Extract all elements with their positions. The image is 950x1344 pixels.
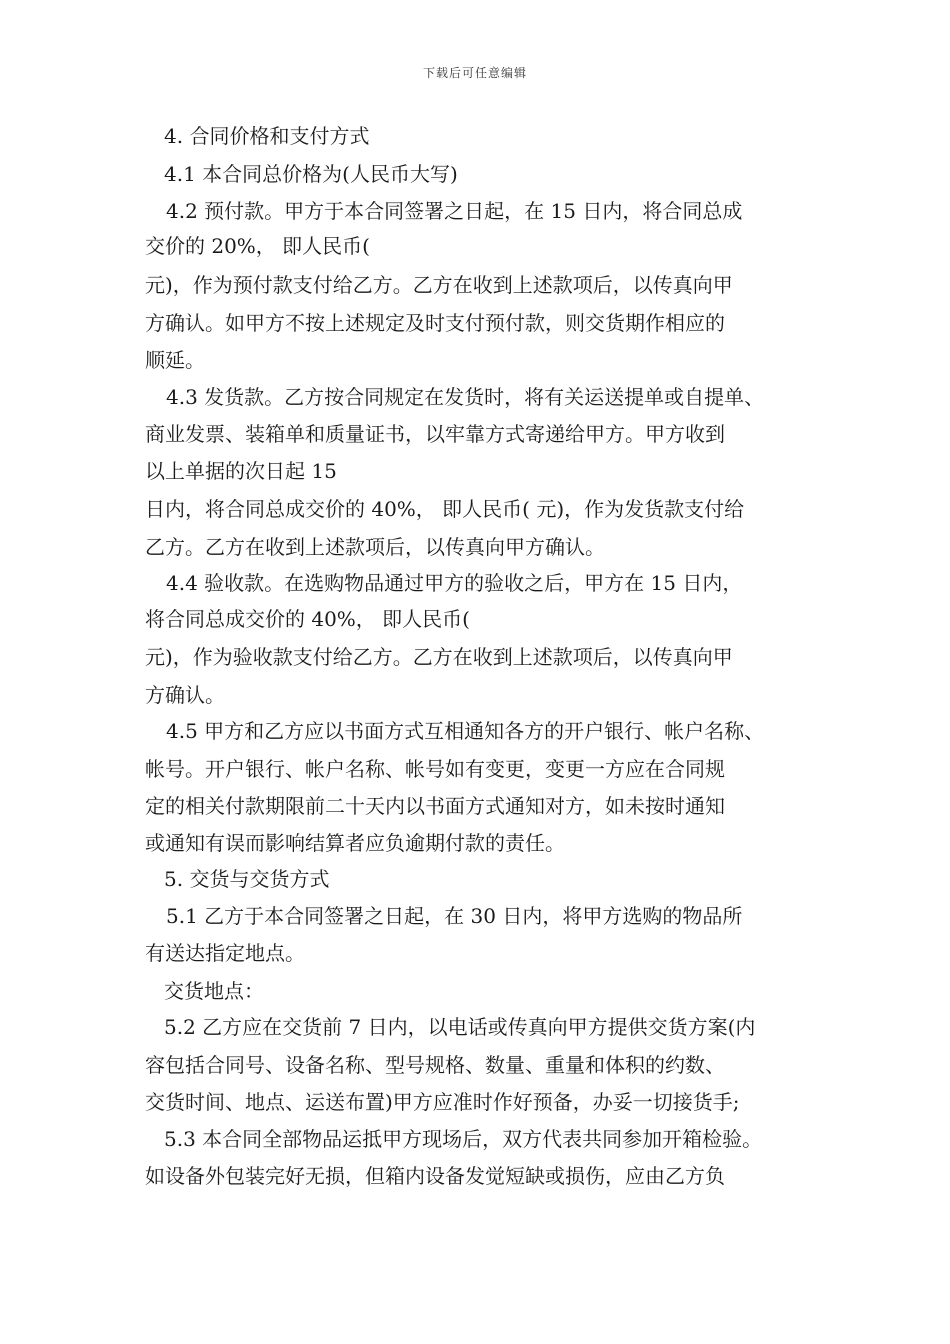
clause-4-2-line-1: 4.2 预付款。甲方于本合同签署之日起，在 15 日内，将合同总成 [166,199,743,223]
clause-4-4-line-4: 方确认。 [145,683,225,707]
clause-4-3-line-1: 4.3 发货款。乙方按合同规定在发货时，将有关运送提单或自提单、 [166,385,765,409]
clause-5-2-line-3: 交货时间、地点、运送布置)甲方应准时作好预备，办妥一切接货手; [145,1090,740,1114]
clause-5-2-line-2: 容包括合同号、设备名称、型号规格、数量、重量和体积的约数、 [145,1053,725,1077]
clause-4-4-line-3: 元)，作为验收款支付给乙方。乙方在收到上述款项后，以传真向甲 [145,645,733,669]
page-header: 下载后可任意编辑 [422,66,527,80]
clause-4-3-line-3: 以上单据的次日起 15 [145,459,337,483]
clause-5-1-line-1: 5.1 乙方于本合同签署之日起，在 30 日内，将甲方选购的物品所 [166,904,743,928]
clause-4-1: 4.1 本合同总价格为(人民币大写) [164,162,458,186]
clause-4-5-line-2: 帐号。开户银行、帐户名称、帐号如有变更，变更一方应在合同规 [145,757,725,781]
clause-5-2-line-1: 5.2 乙方应在交货前 7 日内，以电话或传真向甲方提供交货方案(内 [164,1015,756,1039]
clause-4-4-line-1: 4.4 验收款。在选购物品通过甲方的验收之后，甲方在 15 日内， [166,571,743,595]
clause-4-2-line-4: 方确认。如甲方不按上述规定及时支付预付款，则交货期作相应的 [145,311,725,335]
clause-4-2-line-5: 顺延。 [145,348,205,372]
clause-4-3-line-2: 商业发票、装箱单和质量证书，以牢靠方式寄递给甲方。甲方收到 [145,422,725,446]
clause-5-3-line-2: 如设备外包装完好无损，但箱内设备发觉短缺或损伤，应由乙方负 [145,1164,725,1188]
heading-4: 4. 合同价格和支付方式 [164,124,370,148]
clause-5-3-line-1: 5.3 本合同全部物品运抵甲方现场后，双方代表共同参加开箱检验。 [164,1127,763,1151]
clause-4-5-line-3: 定的相关付款期限前二十天内以书面方式通知对方，如未按时通知 [145,794,725,818]
clause-4-3-line-5: 乙方。乙方在收到上述款项后，以传真向甲方确认。 [145,535,605,559]
delivery-location: 交货地点： [164,979,264,1003]
clause-4-3-line-4: 日内，将合同总成交价的 40%， 即人民币( 元)，作为发货款支付给 [145,497,745,521]
heading-5: 5. 交货与交货方式 [164,867,330,891]
clause-4-2-line-2: 交价的 20%， 即人民币( [145,234,370,258]
clause-5-1-line-2: 有送达指定地点。 [145,941,305,965]
clause-4-4-line-2: 将合同总成交价的 40%， 即人民币( [145,607,470,631]
clause-4-2-line-3: 元)，作为预付款支付给乙方。乙方在收到上述款项后，以传真向甲 [145,273,733,297]
clause-4-5-line-1: 4.5 甲方和乙方应以书面方式互相通知各方的开户银行、帐户名称、 [166,719,765,743]
clause-4-5-line-4: 或通知有误而影响结算者应负逾期付款的责任。 [145,831,565,855]
